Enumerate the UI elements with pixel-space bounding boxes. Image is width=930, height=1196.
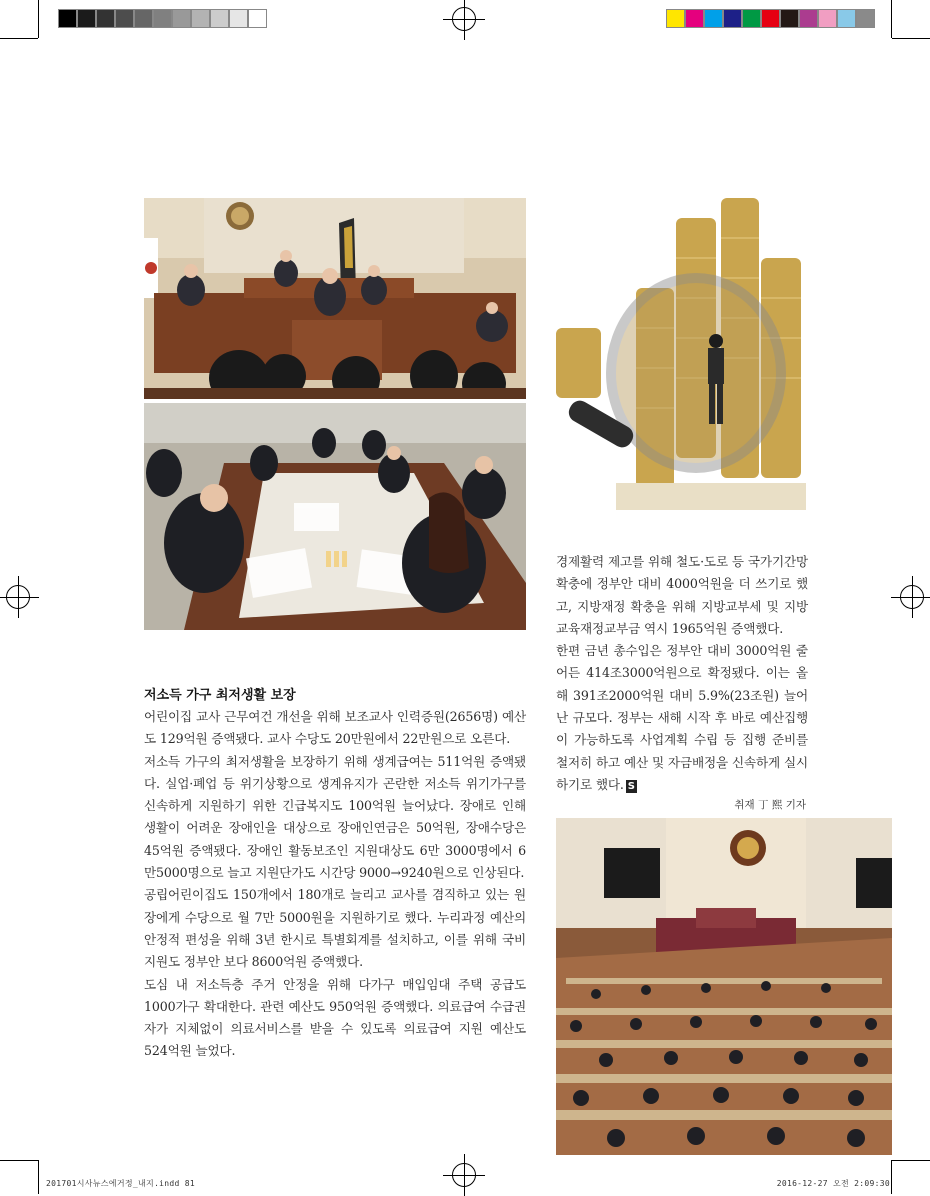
council-meeting-photo (144, 198, 526, 399)
color-swatch (723, 9, 742, 28)
assembly-hall-photo (556, 818, 892, 1155)
paragraph: 어린이집 교사 근무여건 개선을 위해 보조교사 인력증원(2656명) 예산도 129억원 증액됐다. 교사 수당도 20만원에서 22만원으로 오른다. (144, 709, 526, 747)
color-swatch (153, 9, 172, 28)
process-color-bar (666, 9, 875, 28)
color-swatch (837, 9, 856, 28)
crop-mark (891, 0, 892, 38)
color-swatch (685, 9, 704, 28)
color-swatch (856, 9, 875, 28)
color-swatch (818, 9, 837, 28)
footer-file-slug: 201701시사뉴스에거정_내지.indd 81 (46, 1179, 195, 1188)
footer-timestamp: 2016-12-27 오전 2:09:30 (776, 1179, 890, 1188)
magnifier-coins-photo (556, 198, 808, 510)
crop-mark (0, 38, 38, 39)
color-swatch (210, 9, 229, 28)
crop-mark (38, 1160, 39, 1194)
crop-mark (38, 0, 39, 38)
color-swatch (780, 9, 799, 28)
reporter-credit: 취재 丁 熙 기자 (734, 799, 806, 811)
committee-meeting-photo (144, 403, 526, 630)
end-mark: S (627, 780, 635, 792)
crop-mark (892, 38, 930, 39)
crop-mark (892, 1160, 930, 1161)
paragraph: 경제활력 제고를 위해 철도·도로 등 국가기간망 확충에 정부안 대비 4000억원을 더 쓰기로 했고, 지방재정 확충을 위해 지방교부세 및 지방교육재정교부금 역시 1965억원 증액했다. (556, 554, 808, 636)
paragraph: 한편 금년 총수입은 정부안 대비 3000억원 줄어든 414조3000억원으로 확정됐다. 이는 올해 391조2000억원 대비 5.9%(23조원) 늘어난 규모다. 정부는 새해 시작 후 바로 예산집행이 가능하도록 사업계획 수립 등 집행 준비를 철저히 하고 예산 및 자금배정을 신속하게 실시하기로 했다. S (556, 643, 808, 792)
color-swatch (761, 9, 780, 28)
gray-color-bar (58, 9, 267, 28)
right-column-text (556, 551, 808, 796)
color-swatch (115, 9, 134, 28)
color-swatch (77, 9, 96, 28)
color-swatch (666, 9, 685, 28)
color-swatch (172, 9, 191, 28)
color-swatch (799, 9, 818, 28)
color-swatch (229, 9, 248, 28)
left-column-text (144, 706, 526, 1063)
paragraph: 공립어린이집도 150개에서 180개로 늘리고 교사를 겸직하고 있는 원장에게 수당으로 월 7만 5000원을 지원하기로 했다. 누리과정 예산의 안정적 편성을 위해 3년 한시로 특별회계를 설치하고, 이를 위해 국비 지원도 정부안 보다 8600억원 증액했다. (144, 887, 526, 970)
registration-mark (6, 585, 30, 609)
registration-mark (452, 7, 476, 31)
color-swatch (704, 9, 723, 28)
color-swatch (96, 9, 115, 28)
crop-mark (891, 1160, 892, 1194)
color-swatch (191, 9, 210, 28)
crop-mark (0, 1160, 38, 1161)
registration-mark (900, 585, 924, 609)
section-heading: 저소득 가구 최저생활 보장 (144, 688, 296, 703)
color-swatch (58, 9, 77, 28)
color-swatch (742, 9, 761, 28)
registration-mark (452, 1163, 476, 1187)
paragraph: 도심 내 저소득층 주거 안정을 위해 다가구 매입임대 주택 공급도 1000가구 확대한다. 관련 예산도 950억원 증액했다. 의료급여 수급권자가 지체없이 의료서비스를 받을 수 있도록 의료급여 지원 예산도 524억원 늘었다. (144, 976, 526, 1059)
color-swatch (248, 9, 267, 28)
color-swatch (134, 9, 153, 28)
paragraph: 저소득 가구의 최저생활을 보장하기 위해 생계급여는 511억원 증액됐다. 실업·폐업 등 위기상황으로 생계유지가 곤란한 저소득 위기가구를 신속하게 지원하기 위한 긴급복지도 100억원 늘어났다. 장애로 인해 생활이 어려운 장애인을 대상으로 장애인연금은 50억원, 장애수당은 45억원 증액됐다. 장애인 활동보조인 지원대상도 6만 3000명에서 6만5000명으로 늘고 지원단가도 시간당 9000→9240원으로 인상된다. (144, 753, 526, 881)
